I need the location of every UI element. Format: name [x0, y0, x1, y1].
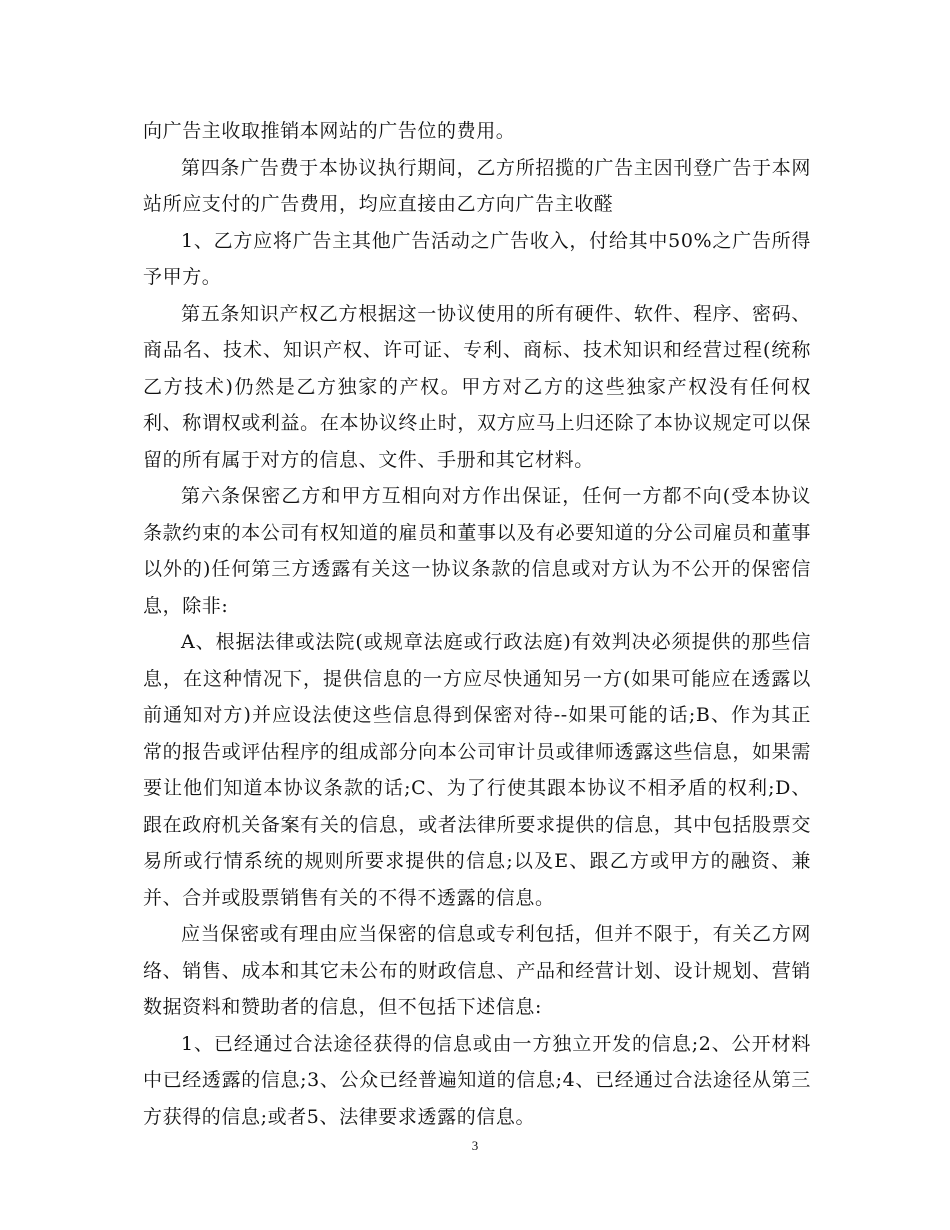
paragraph-article-4-item-1: 1、乙方应将广告主其他广告活动之广告收入，付给其中50%之广告所得予甲方。 — [143, 229, 811, 288]
paragraph-article-6-exceptions: A、根据法律或法院(或规章法庭或行政法庭)有效判决必须提供的那些信息，在这种情况下，提供信息的一方应尽快通知另一方(如果可能应在透露以前通知对方)并应设法使这些信息得到保密对待--如果可能的话;B、作为其正常的报告或评估程序的组成部分向本公司审计员或律师透露这些信息，如果需要让他们知道本协议条款的话;C、为了行使其跟本协议不相矛盾的权利;D、跟在政府机关备案有关的信息，或者法律所要求提供的信息，其中包括股票交易所或行情系统的规则所要求提供的信息;以及E、跟乙方或甲方的融资、兼并、合并或股票销售有关的不得不透露的信息。 — [143, 631, 811, 909]
paragraph-continuation: 向广告主收取推销本网站的广告位的费用。 — [143, 120, 516, 142]
paragraph-article-5: 第五条知识产权乙方根据这一协议使用的所有硬件、软件、程序、密码、商品名、技术、知识产权、许可证、专利、商标、技术知识和经营过程(统称乙方技术)仍然是乙方独家的产权。甲方对乙方的这些独家产权没有任何权利、称谓权或利益。在本协议终止时，双方应马上归还除了本协议规定可以保留的所有属于对方的信息、文件、手册和其它材料。 — [143, 302, 811, 471]
document-body — [143, 113, 811, 1135]
paragraph-excluded-information: 1、已经通过合法途径获得的信息或由一方独立开发的信息;2、公开材料中已经透露的信息;3、公众已经普遍知道的信息;4、已经通过合法途径从第三方获得的信息;或者5、法律要求透露的信息。 — [143, 1032, 811, 1128]
paragraph-confidential-scope: 应当保密或有理由应当保密的信息或专利包括，但并不限于，有关乙方网络、销售、成本和其它未公布的财政信息、产品和经营计划、设计规划、营销数据资料和赞助者的信息，但不包括下述信息: — [143, 923, 811, 1018]
paragraph-article-6: 第六条保密乙方和甲方互相向对方作出保证，任何一方都不向(受本协议条款约束的本公司有权知道的雇员和董事以及有必要知道的分公司雇员和董事以外的)任何第三方透露有关这一协议条款的信息或对方认为不公开的保密信息，除非: — [143, 485, 811, 617]
page-number: 3 — [471, 1138, 479, 1153]
paragraph-article-4: 第四条广告费于本协议执行期间，乙方所招揽的广告主因刊登广告于本网站所应支付的广告费用，均应直接由乙方向广告主收醛 — [143, 156, 811, 215]
